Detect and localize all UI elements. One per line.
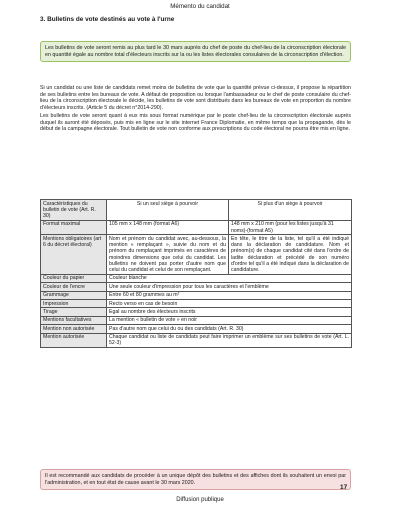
table-row (41, 308, 352, 316)
table-row (41, 283, 352, 291)
row-value: Chaque candidat ou liste de candidats peut faire imprimer un emblème sur ses bulletins de vote (Art. L. 52-3) (107, 333, 352, 348)
table-row (41, 220, 352, 235)
row-label: Mentions facultatives (41, 316, 107, 324)
cell-single: Nom et prénom du candidat avec, au-dessous, la mention « remplaçant », suivie du nom et du prénom du remplaçant imprimés en caractères de moindres dimensions que celui du candidat. Les bulletins ne doivent pas porter d'autre nom que celui du candidat et celui de son remplaçant. (107, 235, 229, 274)
cell-multi: 148 mm x 210 mm (pour les listes jusqu'à 31 noms)-(format A5) (229, 220, 352, 235)
row-label: Impression (41, 299, 107, 307)
paragraph-1: Si un candidat ou une liste de candidats remet moins de bulletins de vote que la quantité prévue ci-dessus, il propose la répartition de ses bulletins entre les bureaux de vote. A défaut de proposition ou lorsque l'ambassadeur ou le chef de poste consulaire du chef-lieu de la circonscription électorale le décide, les bulletins de vote sont distribués dans les bureaux de vote en proportion du nombre d'électeurs inscrits. (Article 5 du décret n°2014-290). (40, 85, 351, 111)
row-label: Mention autorisée (41, 333, 107, 348)
table-header-label: Caractéristiques du bulletin de vote (Art. R. 30) (41, 200, 107, 221)
row-value: Une seule couleur d'impression pour tous les caractères et l'emblème (107, 283, 352, 291)
row-label: Tirage (41, 308, 107, 316)
page-header: Mémento du candidat (170, 3, 230, 10)
note-red: Il est recommandé aux candidats de procéder à un unique dépôt des bulletins et des affiches dont ils souhaitent un envoi par l'administration, et en tout état de cause avant le 30 mars 2020. (40, 469, 351, 490)
row-label: Format maximal (41, 220, 107, 235)
table-row (41, 299, 352, 307)
table-header-multi: Si plus d'un siège à pourvoir (229, 200, 352, 221)
table-row (41, 274, 352, 282)
row-label: Mentions obligatoires (art 6 du décret électoral) (41, 235, 107, 274)
table-row (41, 325, 352, 333)
ballot-characteristics-table (40, 199, 352, 348)
table-row (41, 291, 352, 299)
table-row (41, 235, 352, 274)
table-header-single: Si un seul siège à pourvoir (107, 200, 229, 221)
body-text (40, 85, 351, 135)
table-row (41, 316, 352, 324)
row-value: Recto verso en cas de besoin (107, 299, 352, 307)
paragraph-2: Les bulletins de vote seront quant à eux mis sous format numérique par le poste chef-lieu de la circonscription électorale auprès duquel ils auront été déposés, puis mis en ligne sur le site internet France Diplomatie, en même temps que la propagande, dès le début de la campagne électorale. Tout bulletin de vote non conforme aux prescriptions du code électoral ne pourra être mis en ligne. (40, 113, 351, 133)
row-value: La mention « bulletin de vote » en noir (107, 316, 352, 324)
footer-label: Diffusion publique (176, 497, 224, 503)
row-label: Mention non autorisée (41, 325, 107, 333)
row-value: Couleur blanche (107, 274, 352, 282)
note-green: Les bulletins de vote seront remis au plus tard le 30 mars auprès du chef de poste du chef-lieu de la circonscription électorale en quantité égale au nombre total d'électeurs inscrits sur la ou les listes électorales consulaires de la circonscription d'élection. (40, 41, 351, 62)
section-title: 3. Bulletins de vote destinés au vote à l'urne (40, 16, 175, 23)
row-label: Couleur de l'encre (41, 283, 107, 291)
table-row (41, 333, 352, 348)
table-header-row (41, 200, 352, 221)
row-label: Couleur du papier (41, 274, 107, 282)
row-label: Grammage (41, 291, 107, 299)
row-value: Pas d'autre nom que celui du ou des candidats (Art. R. 30) (107, 325, 352, 333)
cell-multi: En tête, le titre de la liste, tel qu'il a été indiqué dans la déclaration de candidature. Nom et prénom(s) de chaque candidat cité dans l'ordre de ladite déclaration et précédé de son numéro d'ordre tel qu'il a été indiqué dans la déclaration de candidature. (229, 235, 352, 274)
cell-single: 105 mm x 148 mm (format A6) (107, 220, 229, 235)
row-value: Egal au nombre des électeurs inscrits (107, 308, 352, 316)
page-number: 17 (340, 484, 348, 491)
row-value: Entre 60 et 80 grammes au m² (107, 291, 352, 299)
